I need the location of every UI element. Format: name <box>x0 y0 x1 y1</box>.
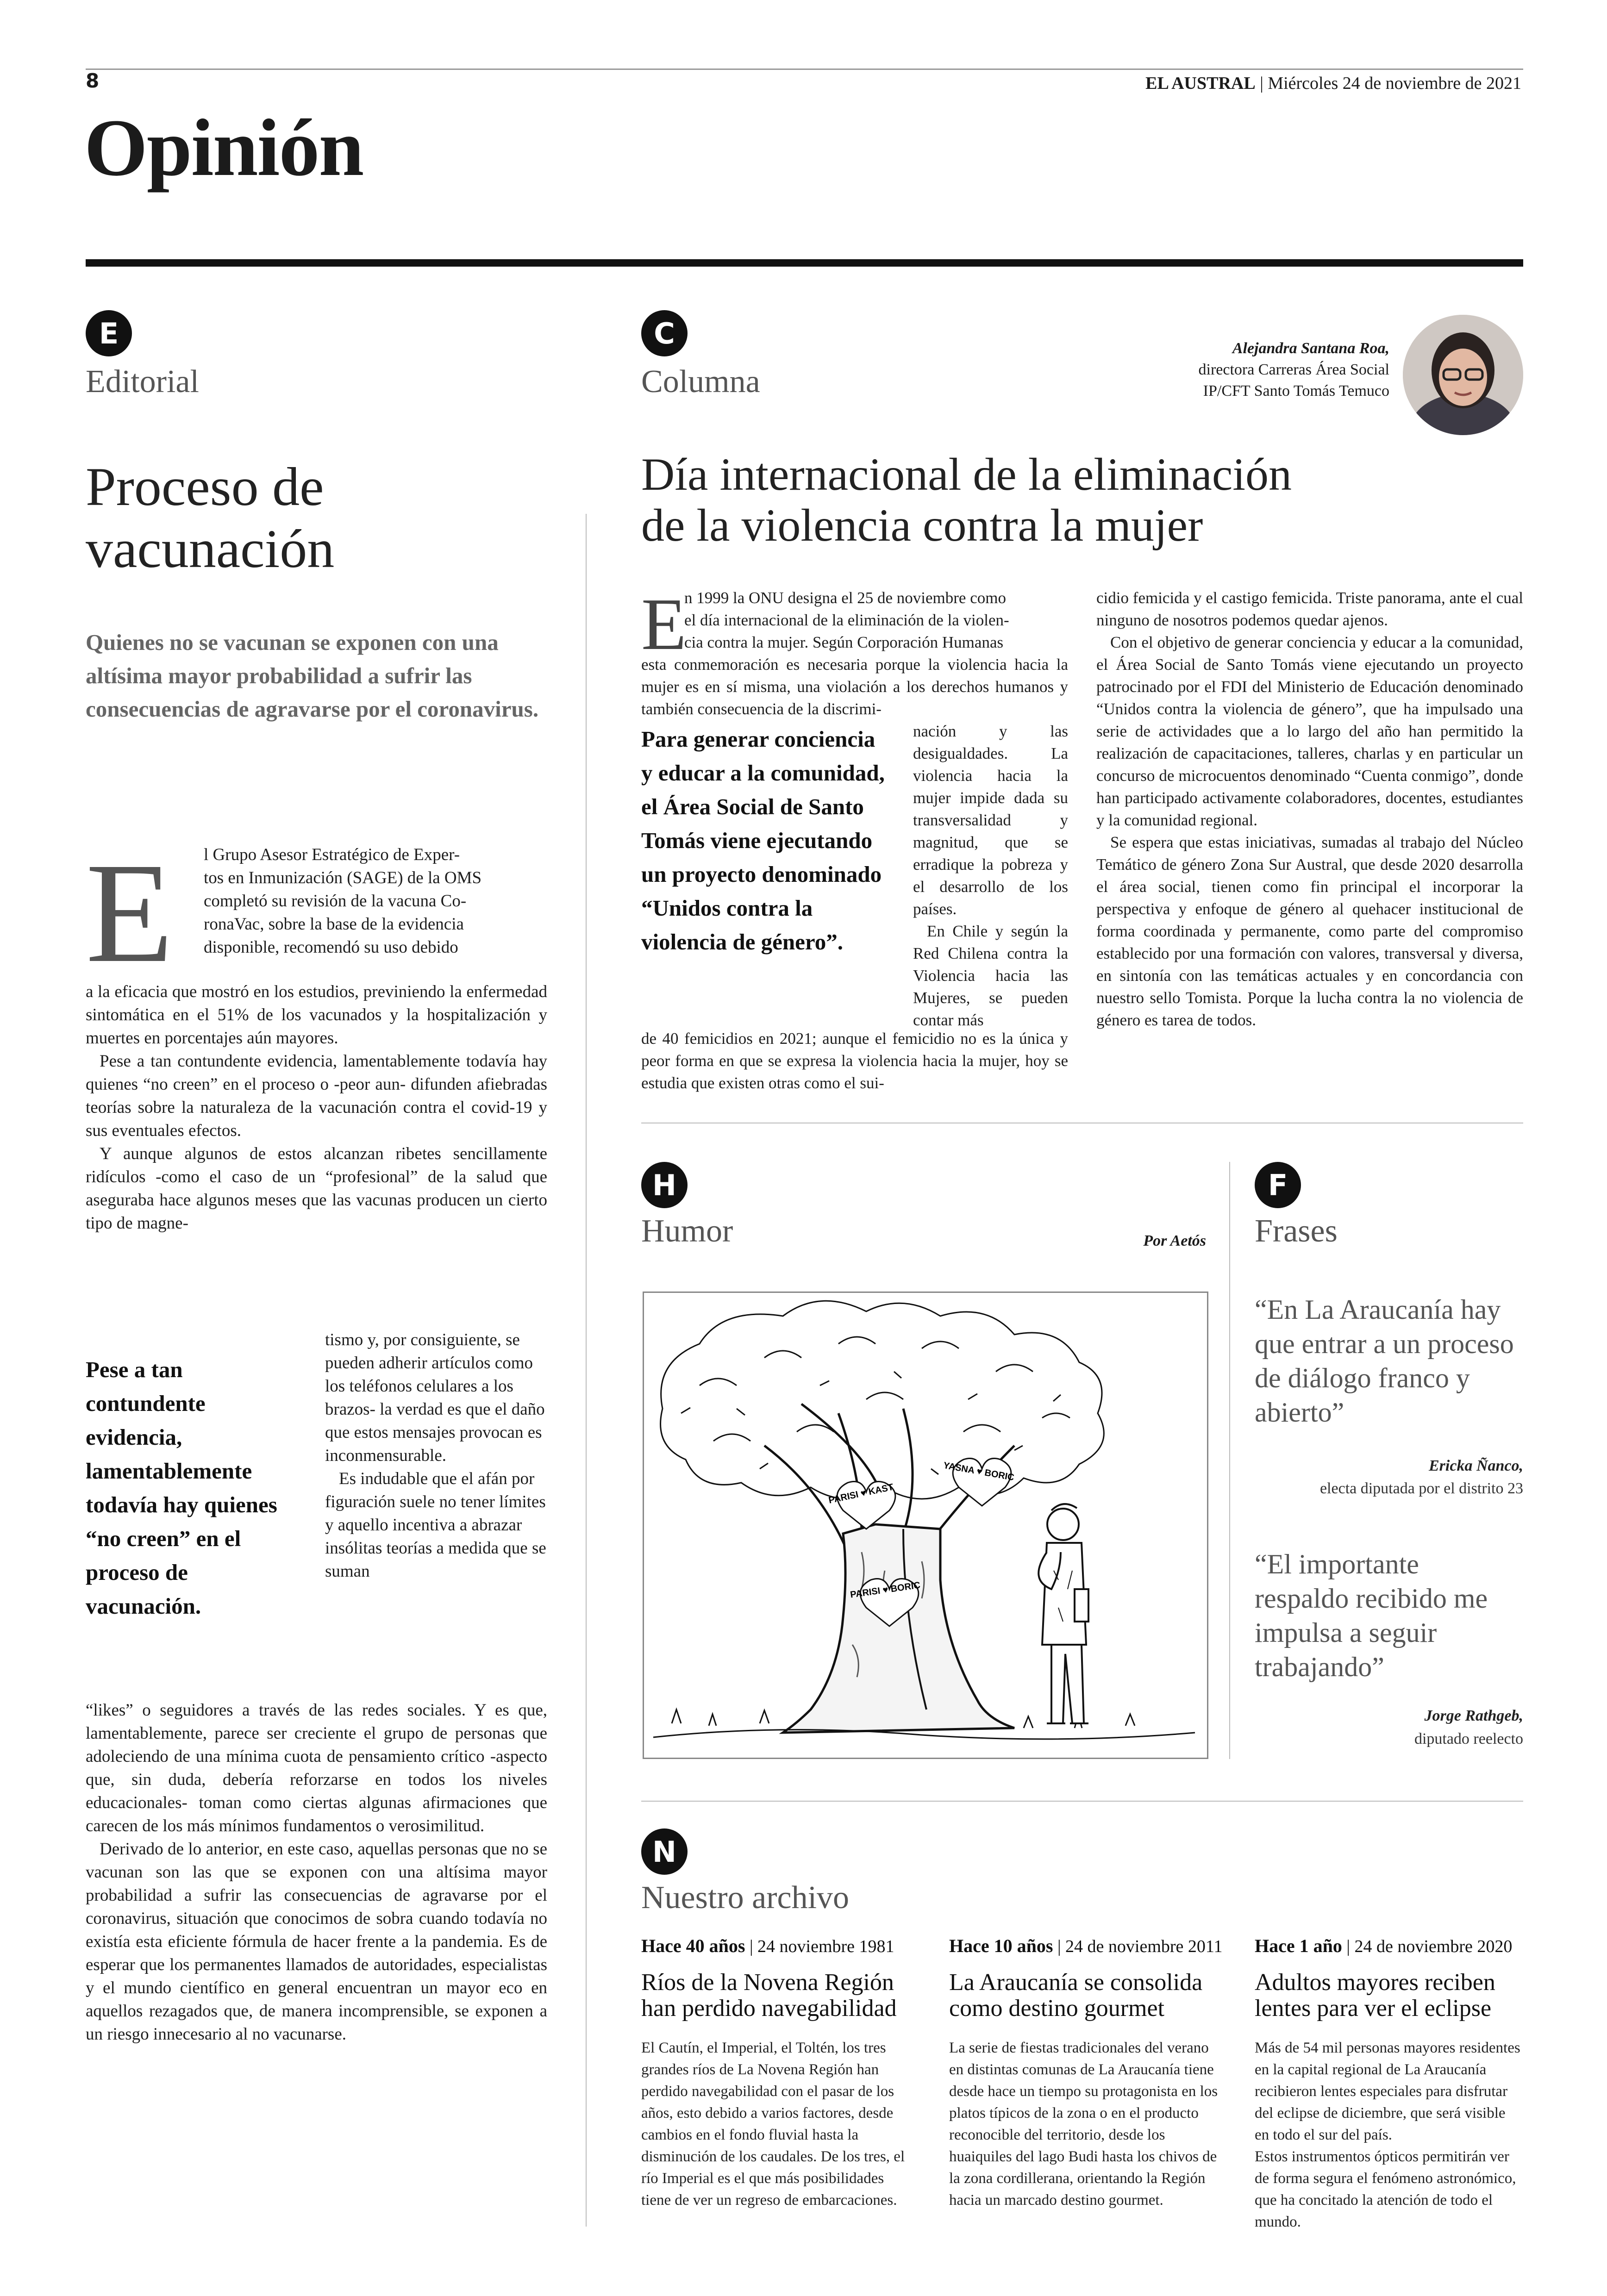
archive-title: Ríos de la Novena Región han perdido navegabilidad <box>641 1969 897 2021</box>
author-name: Alejandra Santana Roa, <box>1232 340 1389 357</box>
editorial-line: ronaVac, sobre la base de la evidencia <box>204 915 464 934</box>
archivo-label: Nuestro archivo <box>641 1880 850 1915</box>
column-pullquote: Para generar conciencia y educar a la comunidad, el Área Social de Santo Tomás viene ejecutando un proyecto denominado “Unidos contra la violencia de género”. <box>641 726 885 955</box>
column-lines-top <box>684 587 1069 654</box>
archive-date: 24 de noviembre 2011 <box>1065 1937 1223 1956</box>
archive-when <box>641 1935 912 1957</box>
archive-ago: Hace 40 años <box>641 1935 745 1956</box>
frase-2-role: diputado reelecto <box>1414 1730 1523 1747</box>
column-body-lower <box>641 1028 1068 1094</box>
humor-credit: Por Aetós <box>1143 1232 1206 1249</box>
editorial-par4-rest: “likes” o seguidores a través de las redes sociales. Y es que, lamentablemente, parece ser creciente el grupo de personas que adoleciendo de una mínima cuota de pensamiento crítico -aspecto que, sin duda, debería reforzarse en todos los niveles educacionales- toman como ciertas algunas afirmaciones que carecen de los más mínimos fundamentos o verosimilitud. <box>86 1701 547 1835</box>
editorial-headline: Proceso de vacunación <box>86 456 335 579</box>
section-title: Opinión <box>84 103 363 193</box>
archive-body: Más de 54 mil personas mayores residentes en la capital regional de La Araucanía recibieron lentes especiales para disfrutar del eclipse de diciembre, que será visible en todo el sur del país. Estos instrumentos ópticos permitirán ver de forma segura el fenómeno astronómico, que ha concitado la atención de todo el mundo. <box>1255 2040 1520 2230</box>
editorial-line: l Grupo Asesor Estratégico de Exper- <box>204 845 460 864</box>
column-col2-p1: cidio femicida y el castigo femicida. Triste panorama, ante el cual ninguno de nosotros podemos quedar ajenos. <box>1096 589 1523 629</box>
editorial-line: disponible, recomendó su uso debido <box>204 938 458 957</box>
carving-1: PARISI ♥ KAST <box>827 1482 894 1506</box>
archive-sep: | <box>745 1937 758 1956</box>
editorial-label: Editorial <box>86 364 199 399</box>
frase-2-name: Jorge Rathgeb, <box>1424 1707 1523 1724</box>
carving-3: PARISI ♥ BORIC <box>850 1580 921 1600</box>
column-col2-p3: Se espera que estas iniciativas, sumadas al trabajo del Núcleo Temático de género Zona Sur Austral, que desde 2020 desarrolla el área social, tienen como fin principal el incorporar la perspectiva y enfoque de género al quehacer institucional de forma coordinada y permanente, como parte del compromiso establecido por una formación con valores, transversal y diversa, en sintonía con las temáticas actuales y en concordancia con nuestro sello Tomista. Porque la lucha contra la no violencia de género es tarea de todos. <box>1096 833 1523 1029</box>
header-heavy-rule <box>86 259 1523 267</box>
issue-date: Miércoles 24 de noviembre de 2021 <box>1268 74 1521 93</box>
column-badge: C <box>641 310 688 356</box>
masthead-date <box>1145 73 1521 94</box>
editorial-par2: Pese a tan contundente evidencia, lamentablemente todavía hay quienes “no creen” en el proceso o -peor aun- difunden afiebradas teorías sobre la naturaleza de la vacunación contra el covid-19 y sus eventuales efectos. <box>86 1052 547 1140</box>
page-number: 8 <box>86 69 100 92</box>
frases-label: Frases <box>1255 1213 1338 1249</box>
archive-date: 24 noviembre 1981 <box>757 1937 894 1956</box>
column-label: Columna <box>641 364 760 399</box>
archive-item <box>1255 1935 1523 2233</box>
archive-ago: Hace 10 años <box>949 1935 1053 1956</box>
archive-date: 24 de noviembre 2020 <box>1354 1937 1513 1956</box>
archivo-badge: N <box>641 1828 688 1875</box>
column-headline: Día internacional de la eliminación de la violencia contra la mujer <box>641 449 1292 551</box>
column-body-mid <box>641 654 1068 720</box>
archive-sep: | <box>1342 1937 1355 1956</box>
frase-1-name: Ericka Ñanco, <box>1429 1457 1523 1474</box>
column-col2-p2: Con el objetivo de generar conciencia y educar a la comunidad, el Área Social de Santo Tomás viene ejecutando un proyecto patrocinado por el FDI del Ministerio de Educación denominado “Unidos contra la violencia de género”, que ha impulsado una serie de actividades que a lo largo del año han permitido la realización de capacitaciones, talleres, charlas y en particular un concurso de microcuentos denominado “Cuenta conmigo”, donde han participado activamente colaboradores, docentes, estudiantes y la comunidad regional. <box>1096 633 1523 829</box>
editorial-par3-side: tismo y, por consiguiente, se pueden adherir artículos como los teléfonos celulares a los brazos- la verdad es que el daño que estos mensajes provocan es inconmensurable. <box>325 1330 545 1465</box>
editorial-body-lower <box>86 1699 547 2046</box>
humor-frases-divider <box>1229 1162 1230 1759</box>
editorial-line: tos en Inmunización (SAGE) de la OMS <box>204 868 482 887</box>
editorial-par5: Derivado de lo anterior, en este caso, aquellas personas que no se vacunan son las que se exponen con una altísima mayor probabilidad a sufrir las consecuencias de agravarse por el coronavirus, situación que conocimos de sobra cuando todavía no existía esta eficiente fórmula de hacer frente a la pandemia. Es de esperar que los permanentes llamados de autoridades, especialistas y el mundo científico en general encuentran un mayor eco en aquellos rezagados que, de manera incomprensible, se exponen a un riesgo innecesario al no vacunarse. <box>86 1840 547 2044</box>
column-author-info <box>1199 338 1390 402</box>
header-top-rule <box>86 69 1523 70</box>
editorial-par3-start: Y aunque algunos de estos alcanzan ribetes sencillamente ridículos -como el caso de un “profesional” de la salud que aseguraba hace algunos meses que las vacunas producen un cierto tipo de magne- <box>86 1144 547 1233</box>
column-line: n 1999 la ONU designa el 25 de noviembre como <box>684 589 1006 607</box>
editorial-dropcap: E <box>86 834 174 992</box>
frase-1-quote: “En La Araucanía hay que entrar a un proceso de diálogo franco y abierto” <box>1255 1294 1514 1428</box>
archive-when <box>1255 1935 1523 1957</box>
humor-label: Humor <box>641 1213 733 1249</box>
column-par1-side: nación y las desigualdades. La violencia hacia la mujer impide dada su transversalidad y magnitud, que se erradique la pobreza y el desarrollo de los países. <box>913 722 1068 918</box>
editorial-line: completó su revisión de la vacuna Co- <box>204 892 467 911</box>
column-dropcap: E <box>641 583 687 665</box>
masthead-sep: | <box>1260 74 1268 93</box>
archive-item <box>949 1935 1223 2211</box>
archive-title: La Araucanía se consolida como destino gourmet <box>949 1969 1203 2021</box>
editorial-body-upper <box>86 980 547 1235</box>
editorial-pullquote: Pese a tan contundente evidencia, lamentablemente todavía hay quienes “no creen” en el proceso de vacunación. <box>86 1357 277 1619</box>
editorial-lead: Quienes no se vacunan se exponen con una altísima mayor probabilidad a sufrir las consecuencias de agravarse por el coronavirus. <box>86 630 539 722</box>
frases-badge: F <box>1255 1162 1301 1208</box>
paper-name: EL AUSTRAL <box>1145 74 1256 93</box>
column-divider <box>586 514 587 2227</box>
archive-body: La serie de fiestas tradicionales del verano en distintas comunas de La Araucanía tiene desde hace un tiempo su protagonista en los platos típicos de la zona o en el producto reconocible del territorio, desde los huaiquiles del lago Budi hasta los chivos de la zona cordillerana, orientando la Región hacia un marcado destino gourmet. <box>949 2040 1218 2209</box>
editorial-lines-top <box>204 843 547 959</box>
cartoon <box>643 1292 1208 1759</box>
archive-body: El Cautín, el Imperial, el Toltén, los tres grandes ríos de La Novena Región han perdido navegabilidad con el pasar de los años, esto debido a varios factores, desde cambios en el fondo fluvial hasta la disminución de los caudales. De los tres, el río Imperial es el que más posibilidades tiene de ver un regreso de embarcaciones. <box>641 2040 905 2209</box>
column-par2-rest: de 40 femicidios en 2021; aunque el femicidio no es la única y peor forma en que se expresa la violencia hacia la mujer, hoy se estudia que existen otras como el sui- <box>641 1029 1068 1092</box>
humor-badge: H <box>641 1162 688 1208</box>
column-col2 <box>1096 587 1523 1031</box>
column-body-side <box>913 720 1068 1031</box>
column-line: cia contra la mujer. Según Corporación Humanas <box>684 633 1004 651</box>
editorial-body-side <box>325 1329 547 1583</box>
frase-1-role: electa diputada por el distrito 23 <box>1319 1480 1523 1497</box>
archive-item <box>641 1935 912 2211</box>
column-par2-side: En Chile y según la Red Chilena contra la Violencia hacia las Mujeres, se pueden contar más <box>913 922 1068 1029</box>
editorial-par1: a la eficacia que mostró en los estudios, previniendo la enfermedad sintomática en el 51% de los vacunados y la hospitalización y muertes en porcentajes aún mayores. <box>86 982 547 1048</box>
column-par1-mid: esta conmemoración es necesaria porque la violencia hacia la mujer es en sí misma, una violación a los derechos humanos y también consecuencia de la discrimi- <box>641 655 1068 718</box>
editorial-badge: E <box>86 310 132 356</box>
archive-title: Adultos mayores reciben lentes para ver el eclipse <box>1255 1969 1495 2021</box>
archive-ago: Hace 1 año <box>1255 1935 1342 1956</box>
archive-rule <box>641 1801 1523 1802</box>
author-role: directora Carreras Área Social <box>1198 361 1389 378</box>
carving-2: YASNA ♥ BORIC <box>942 1460 1015 1483</box>
archive-when <box>949 1935 1223 1957</box>
author-institution: IP/CFT Santo Tomás Temuco <box>1203 382 1389 399</box>
column-line: el día internacional de la eliminación de la violen- <box>684 611 1009 629</box>
author-photo <box>1403 315 1523 435</box>
editorial-par4-side: Es indudable que el afán por figuración suele no tener límites y aquello incentiva a abrazar insólitas teorías a medida que se suman <box>325 1469 546 1581</box>
frase-2-quote: “El importante respaldo recibido me impulsa a seguir trabajando” <box>1255 1549 1488 1682</box>
archive-sep: | <box>1053 1937 1066 1956</box>
